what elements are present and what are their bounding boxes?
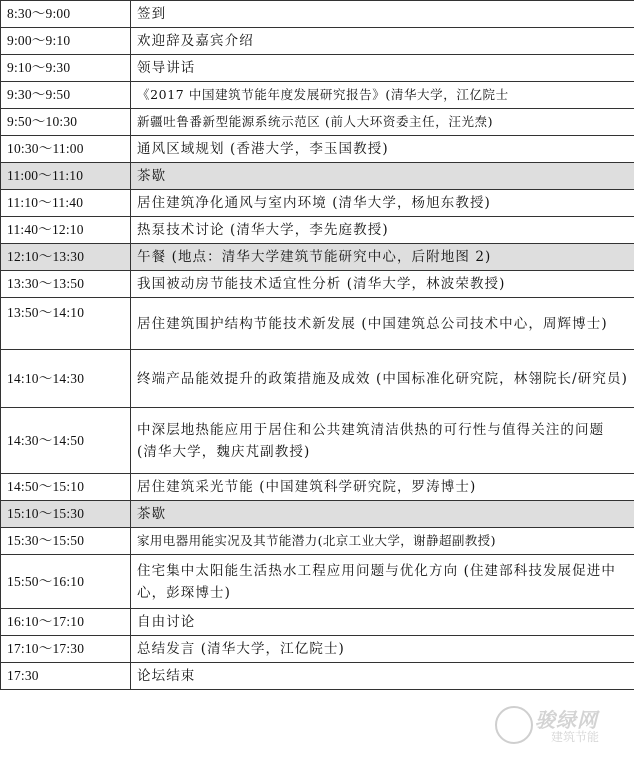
time-cell: 9:00～9:10 [1,28,131,55]
agenda-cell: 茶歇 [131,501,634,528]
time-cell: 13:30～13:50 [1,271,131,298]
table-row [1,474,634,501]
table-row-lunch [1,244,634,271]
table-row [1,609,634,636]
table-row [1,217,634,244]
table-row [1,1,634,28]
time-cell: 14:50～15:10 [1,474,131,501]
schedule-body [1,1,634,690]
table-row [1,528,634,555]
agenda-cell: 总结发言 (清华大学，江亿院士) [131,636,634,663]
agenda-cell: 热泵技术讨论 (清华大学，李先庭教授) [131,217,634,244]
table-row [1,271,634,298]
agenda-cell: 签到 [131,1,634,28]
time-cell: 11:10～11:40 [1,190,131,217]
watermark-subtitle: 建筑节能 [551,730,600,744]
time-cell: 10:30～11:00 [1,136,131,163]
table-row [1,408,634,474]
watermark-circle-icon [495,706,533,744]
table-row [1,28,634,55]
agenda-cell: 领导讲话 [131,55,634,82]
time-cell: 9:50～10:30 [1,109,131,136]
agenda-cell: 终端产品能效提升的政策措施及成效 (中国标准化研究院，林翎院长/研究员) [131,350,634,408]
watermark-title: 骏绿网 [535,708,598,732]
time-cell: 15:10～15:30 [1,501,131,528]
agenda-cell: 居住建筑净化通风与室内环境 (清华大学，杨旭东教授) [131,190,634,217]
agenda-cell: 午餐 (地点：清华大学建筑节能研究中心，后附地图 2) [131,244,634,271]
agenda-cell: 《2017 中国建筑节能年度发展研究报告》(清华大学，江亿院士 [131,82,634,109]
table-row-break [1,163,634,190]
agenda-cell: 住宅集中太阳能生活热水工程应用问题与优化方向 (住建部科技发展促进中心，彭琛博士) [131,555,634,609]
time-cell: 9:10～9:30 [1,55,131,82]
agenda-cell: 新疆吐鲁番新型能源系统示范区 (前人大环资委主任，汪光焘) [131,109,634,136]
agenda-cell: 我国被动房节能技术适宜性分析 (清华大学，林波荣教授) [131,271,634,298]
table-row [1,82,634,109]
table-row [1,636,634,663]
time-cell: 11:40～12:10 [1,217,131,244]
table-row [1,555,634,609]
time-cell: 14:30～14:50 [1,408,131,474]
table-row [1,350,634,408]
time-cell: 12:10～13:30 [1,244,131,271]
table-row [1,298,634,350]
agenda-cell: 中深层地热能应用于居住和公共建筑清洁供热的可行性与值得关注的问题 (清华大学，魏庆芃副教授) [131,408,634,474]
table-row [1,190,634,217]
table-row-break [1,501,634,528]
agenda-cell: 欢迎辞及嘉宾介绍 [131,28,634,55]
time-cell: 9:30～9:50 [1,82,131,109]
time-cell: 16:10～17:10 [1,609,131,636]
time-cell: 14:10～14:30 [1,350,131,408]
time-cell: 11:00～11:10 [1,163,131,190]
agenda-cell: 茶歇 [131,163,634,190]
time-cell: 13:50～14:10 [1,298,131,350]
agenda-cell: 居住建筑围护结构节能技术新发展 (中国建筑总公司技术中心，周辉博士) [131,298,634,350]
time-cell: 8:30～9:00 [1,1,131,28]
agenda-cell: 论坛结束 [131,663,634,690]
time-cell: 17:10～17:30 [1,636,131,663]
time-cell: 15:50～16:10 [1,555,131,609]
agenda-cell: 自由讨论 [131,609,634,636]
time-cell: 15:30～15:50 [1,528,131,555]
agenda-cell: 居住建筑采光节能 (中国建筑科学研究院，罗涛博士) [131,474,634,501]
table-row [1,136,634,163]
table-row [1,55,634,82]
time-cell: 17:30 [1,663,131,690]
watermark-logo [491,702,626,747]
agenda-cell: 通风区域规划 (香港大学，李玉国教授) [131,136,634,163]
table-row [1,109,634,136]
agenda-cell: 家用电器用能实况及其节能潜力(北京工业大学，谢静超副教授) [131,528,634,555]
table-row [1,663,634,690]
